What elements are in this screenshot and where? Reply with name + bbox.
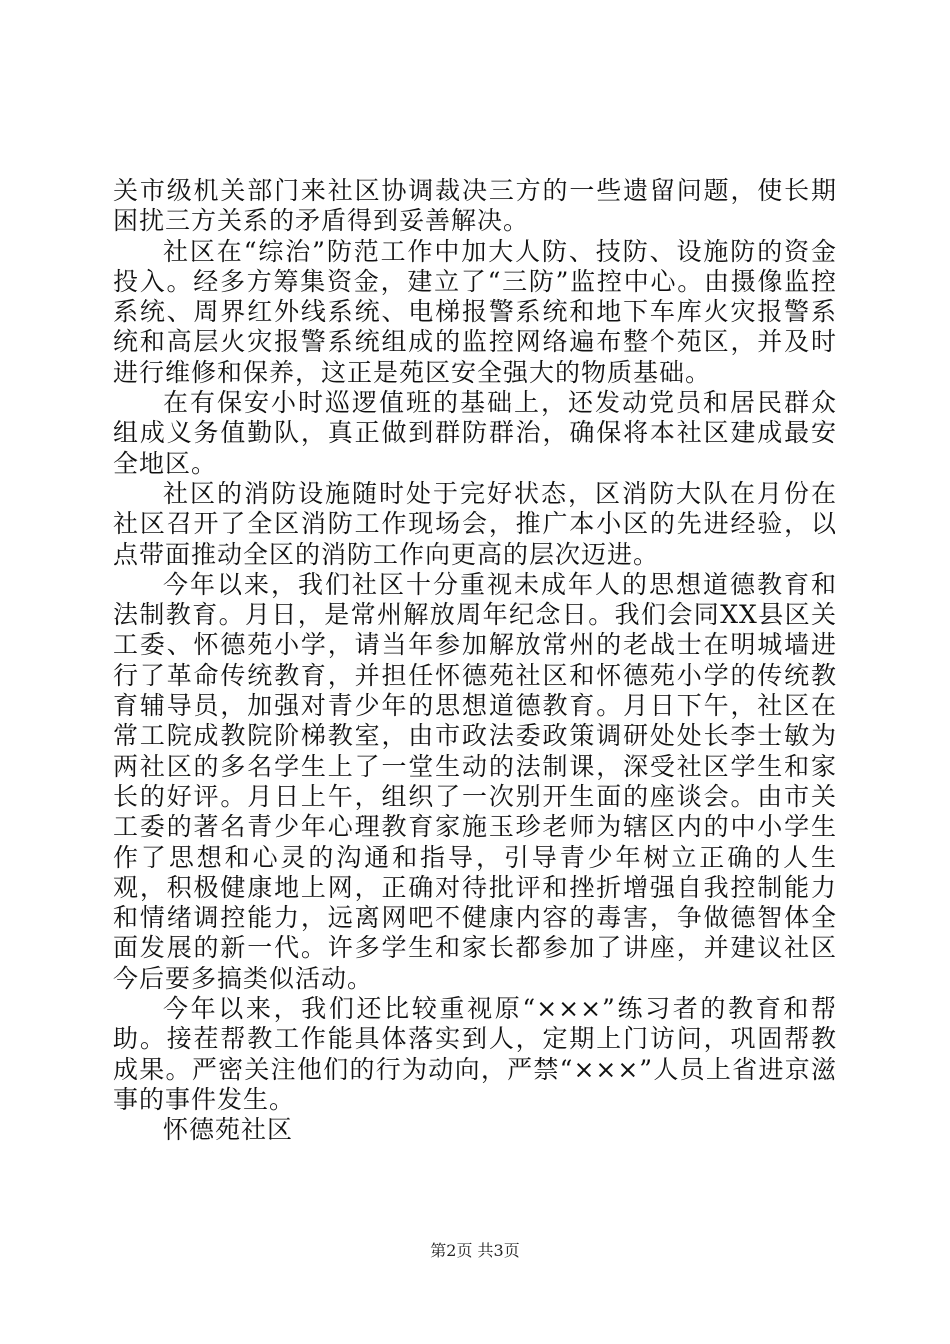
page-number-footer: 第2页 共3页 bbox=[430, 1241, 520, 1260]
paragraph-5: 今年以来，我们社区十分重视未成年人的思想道德教育和法制教育。月日，是常州解放周年纪念日。我们会同XX县区关工委、怀德苑小学，请当年参加解放常州的老战士在明城墙进行了革命传统教育，并担任怀德苑社区和怀德苑小学的传统教育辅导员，加强对青少年的思想道德教育。月日下午，社区在常工院成教院阶梯教室，由市政法委政策调研处处长李士敏为两社区的多名学生上了一堂生动的法制课，深受社区学生和家长的好评。月日上午，组织了一次别开生面的座谈会。由市关工委的著名青少年心理教育家施玉珍老师为辖区内的中小学生作了思想和心灵的沟通和指导，引导青少年树立正确的人生观，积极健康地上网，正确对待批评和挫折增强自我控制能力和情绪调控能力，远离网吧不健康内容的毒害，争做德智体全面发展的新一代。许多学生和家长都参加了讲座，并建议社区今后要多搞类似活动。 bbox=[113, 569, 837, 993]
document-body bbox=[113, 176, 837, 1146]
paragraph-1: 关市级机关部门来社区协调裁决三方的一些遗留问题，使长期困扰三方关系的矛盾得到妥善解决。 bbox=[113, 176, 837, 236]
paragraph-2: 社区在“综治”防范工作中加大人防、技防、设施防的资金投入。经多方筹集资金，建立了“三防”监控中心。由摄像监控系统、周界红外线系统、电梯报警系统和地下车库火灾报警系统和高层火灾报警系统组成的监控网络遍布整个苑区，并及时进行维修和保养，这正是苑区安全强大的物质基础。 bbox=[113, 236, 837, 387]
signature-line: 怀德苑社区 bbox=[163, 1115, 294, 1145]
paragraph-4: 社区的消防设施随时处于完好状态，区消防大队在月份在社区召开了全区消防工作现场会，推广本小区的先进经验，以点带面推动全区的消防工作向更高的层次迈进。 bbox=[113, 478, 837, 569]
paragraph-6: 今年以来，我们还比较重视原“×××”练习者的教育和帮助。接茬帮教工作能具体落实到人，定期上门访问，巩固帮教成果。严密关注他们的行为动向，严禁“×××”人员上省进京滋事的事件发生。 bbox=[113, 994, 837, 1114]
paragraph-3: 在有保安小时巡逻值班的基础上，还发动党员和居民群众组成义务值勤队，真正做到群防群治，确保将本社区建成最安全地区。 bbox=[113, 388, 837, 478]
